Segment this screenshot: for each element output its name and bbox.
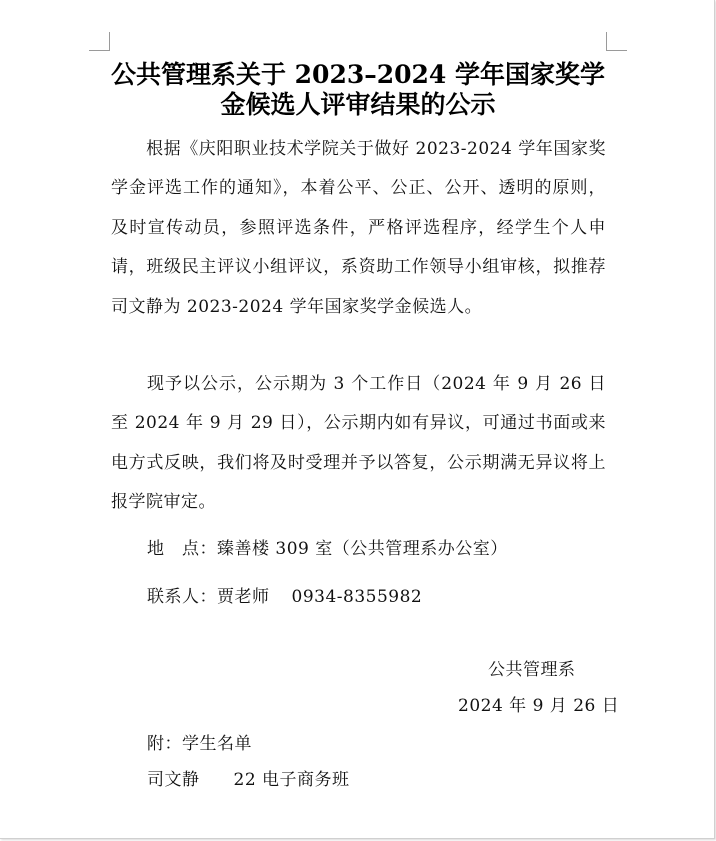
paragraph-1-text: 根据《庆阳职业技术学院关于做好 2023-2024 学年国家奖学金评选工作的通知》，本着公平、公正、公开、透明的原则，及时宣传动员，参照评选条件，严格评选程序，经学生个人申请，班级民主评议小组评议，系资助工作领导小组审核，拟推荐司文静为 2023-2024 学年国家奖学金候选人。	[111, 139, 606, 317]
student-name: 司文静	[147, 770, 200, 790]
location-line	[147, 537, 508, 561]
contact-phone: 0934-8355982	[291, 587, 423, 607]
location-value: 臻善楼 309 室（公共管理系办公室）	[217, 539, 508, 559]
student-list-entry	[147, 768, 350, 792]
location-label: 地 点：	[147, 539, 217, 559]
signature-date: 2024 年 9 月 26 日	[458, 696, 620, 716]
contact-name: 贾老师	[217, 587, 270, 607]
paragraph-2-text: 现予以公示，公示期为 3 个工作日（2024 年 9 月 26 日至 2024 年 9 月 29 日），公示期内如有异议，可通过书面或来电方式反映，我们将及时受理并予以答复，公示期满无异议将上报学院审定。	[111, 374, 606, 513]
crop-mark-top-left	[89, 32, 110, 51]
document-title-line-2: 金候选人评审结果的公示	[220, 90, 496, 119]
body-paragraph-1	[111, 130, 606, 327]
body-paragraph-2	[111, 365, 606, 523]
document-title-line-1: 公共管理系关于 2023–2024 学年国家奖学	[110, 60, 606, 89]
attachment-note: 附：学生名单	[147, 734, 252, 754]
signature-organization: 公共管理系	[488, 660, 576, 680]
crop-mark-top-right	[606, 32, 627, 51]
contact-label: 联系人：	[147, 587, 217, 607]
contact-line	[147, 585, 422, 609]
student-class: 22 电子商务班	[233, 770, 350, 790]
